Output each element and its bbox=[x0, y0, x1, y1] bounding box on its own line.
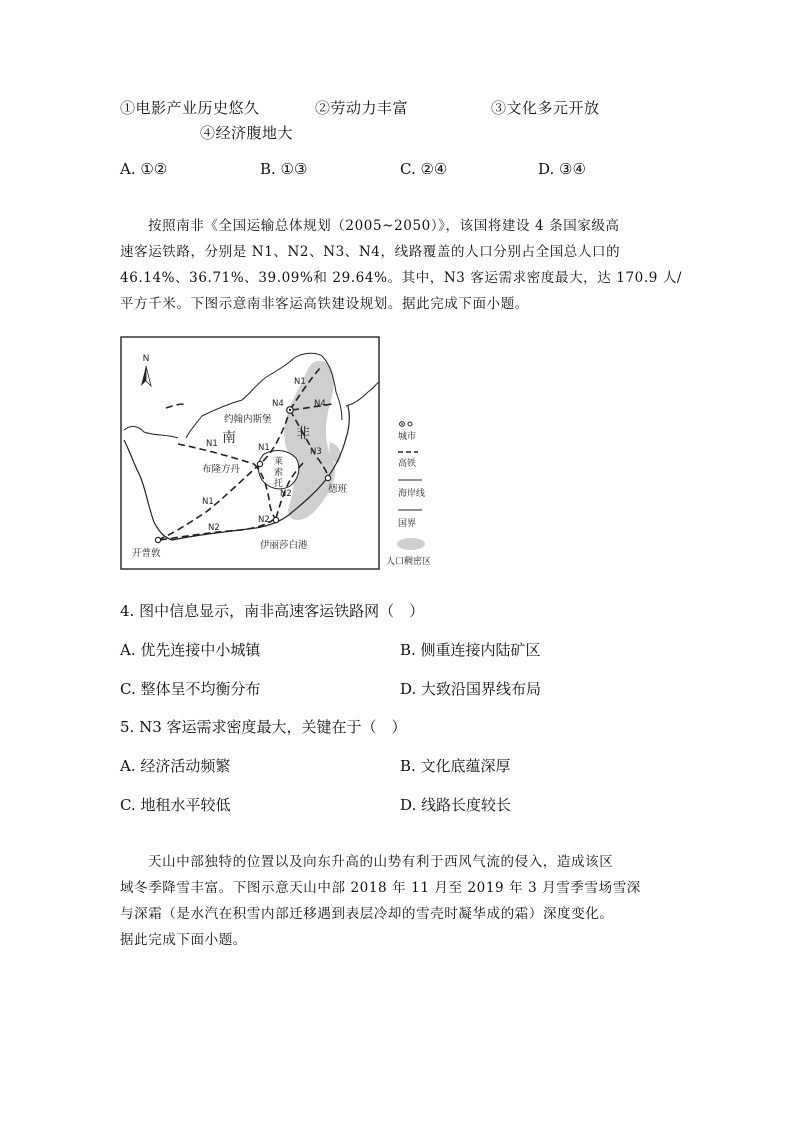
legend-dense-icon bbox=[397, 538, 425, 550]
city-label-capetown: 开普敦 bbox=[132, 548, 161, 559]
q5-stem: 5. N3 客运需求密度最大，关键在于（ ） bbox=[120, 718, 407, 736]
route-label-n1-north: N1 bbox=[294, 377, 306, 387]
route-label-n2-pe: N2 bbox=[258, 515, 270, 525]
q3-choice-c: C. ②④ bbox=[400, 160, 448, 178]
q4-choice-a: A. 优先连接中小城镇 bbox=[120, 641, 261, 659]
bloemfontein-marker bbox=[257, 461, 262, 466]
lesotho-label-1: 莱 bbox=[274, 457, 284, 467]
route-label-n4-west: N4 bbox=[272, 399, 284, 409]
city-label-johannesburg: 约翰内斯堡 bbox=[224, 414, 272, 425]
q3-choice-d: D. ③④ bbox=[538, 160, 586, 178]
route-label-n3: N3 bbox=[310, 447, 322, 457]
north-label: N bbox=[142, 354, 150, 364]
q3-item-2: ②劳动力丰富 bbox=[315, 99, 409, 117]
city-label-portelizabeth: 伊丽莎白港 bbox=[260, 540, 308, 551]
passage2-line-2: 域冬季降雪丰富。下图示意天山中部 2018 年 11 月至 2019 年 3 月雪季雪场雪深 bbox=[120, 880, 641, 896]
route-label-n1-south: N1 bbox=[202, 497, 214, 507]
q3-item-1: ①电影产业历史悠久 bbox=[120, 99, 260, 117]
legend-border-label: 国界 bbox=[398, 519, 417, 529]
passage2-line-1: 天山中部独特的位置以及向东升高的山势有利于西风气流的侵入，造成该区 bbox=[148, 854, 614, 870]
q4-stem: 4. 图中信息显示，南非高速客运铁路网（ ） bbox=[120, 602, 425, 620]
lesotho-label-2: 索 bbox=[274, 468, 284, 478]
passage1-line-2: 速客运铁路，分别是 N1、N2、N3、N4，线路覆盖的人口分别占全国总人口的 bbox=[120, 244, 621, 260]
q3-item-4: ④经济腹地大 bbox=[200, 124, 294, 142]
legend-dense-label: 人口稠密区 bbox=[386, 557, 432, 567]
q4-choice-b: B. 侧重连接内陆矿区 bbox=[400, 641, 541, 659]
route-label-n2-south: N2 bbox=[208, 523, 220, 533]
q4-choice-d: D. 大致沿国界线布局 bbox=[400, 680, 542, 698]
south-africa-rail-map bbox=[118, 334, 454, 574]
q3-item-3: ③文化多元开放 bbox=[491, 99, 600, 117]
q4-choice-c: C. 整体呈不均衡分布 bbox=[120, 680, 261, 698]
q5-choice-a: A. 经济活动频繁 bbox=[120, 757, 231, 775]
city-label-bloemfontein: 布隆方丹 bbox=[202, 464, 241, 475]
passage1-line-1: 按照南非《全国运输总体规划（2005~2050）》，该国将建设 4 条国家级高 bbox=[148, 218, 620, 234]
q3-choice-b: B. ①③ bbox=[260, 160, 308, 178]
country-label-right: 非 bbox=[296, 426, 310, 442]
q5-choice-c: C. 地租水平较低 bbox=[120, 796, 231, 814]
legend-coast-label: 海岸线 bbox=[398, 489, 426, 499]
durban-marker bbox=[325, 475, 330, 480]
q3-choice-a: A. ①② bbox=[120, 160, 168, 178]
passage1-line-3: 46.14%、36.71%、39.09%和 29.64%。其中，N3 客运需求密度最大，达 170.9 人/ bbox=[120, 270, 683, 286]
capetown-marker bbox=[155, 537, 160, 542]
portelizabeth-marker bbox=[273, 517, 278, 522]
lesotho-label-3: 托 bbox=[274, 479, 284, 489]
legend-railway-label: 高铁 bbox=[398, 459, 417, 469]
route-label-n1-mid: N1 bbox=[258, 443, 270, 453]
route-label-n1-west: N1 bbox=[206, 439, 218, 449]
legend-city-label: 城市 bbox=[398, 432, 417, 442]
map-legend bbox=[386, 422, 431, 567]
passage2-line-4: 据此完成下面小题。 bbox=[120, 932, 247, 948]
city-label-durban: 德班 bbox=[328, 484, 348, 495]
q5-choice-d: D. 线路长度较长 bbox=[400, 796, 512, 814]
country-label-left: 南 bbox=[222, 430, 236, 446]
q5-choice-b: B. 文化底蕴深厚 bbox=[400, 757, 511, 775]
passage2-line-3: 与深霜（是水汽在积雪内部迁移遇到表层冷却的雪壳时凝华成的霜）深度变化。 bbox=[120, 906, 614, 922]
route-label-n2-east: N2 bbox=[280, 489, 292, 499]
route-label-n4-east: N4 bbox=[314, 399, 326, 409]
passage1-line-4: 平方千米。下图示意南非客运高铁建设规划。据此完成下面小题。 bbox=[120, 296, 529, 312]
